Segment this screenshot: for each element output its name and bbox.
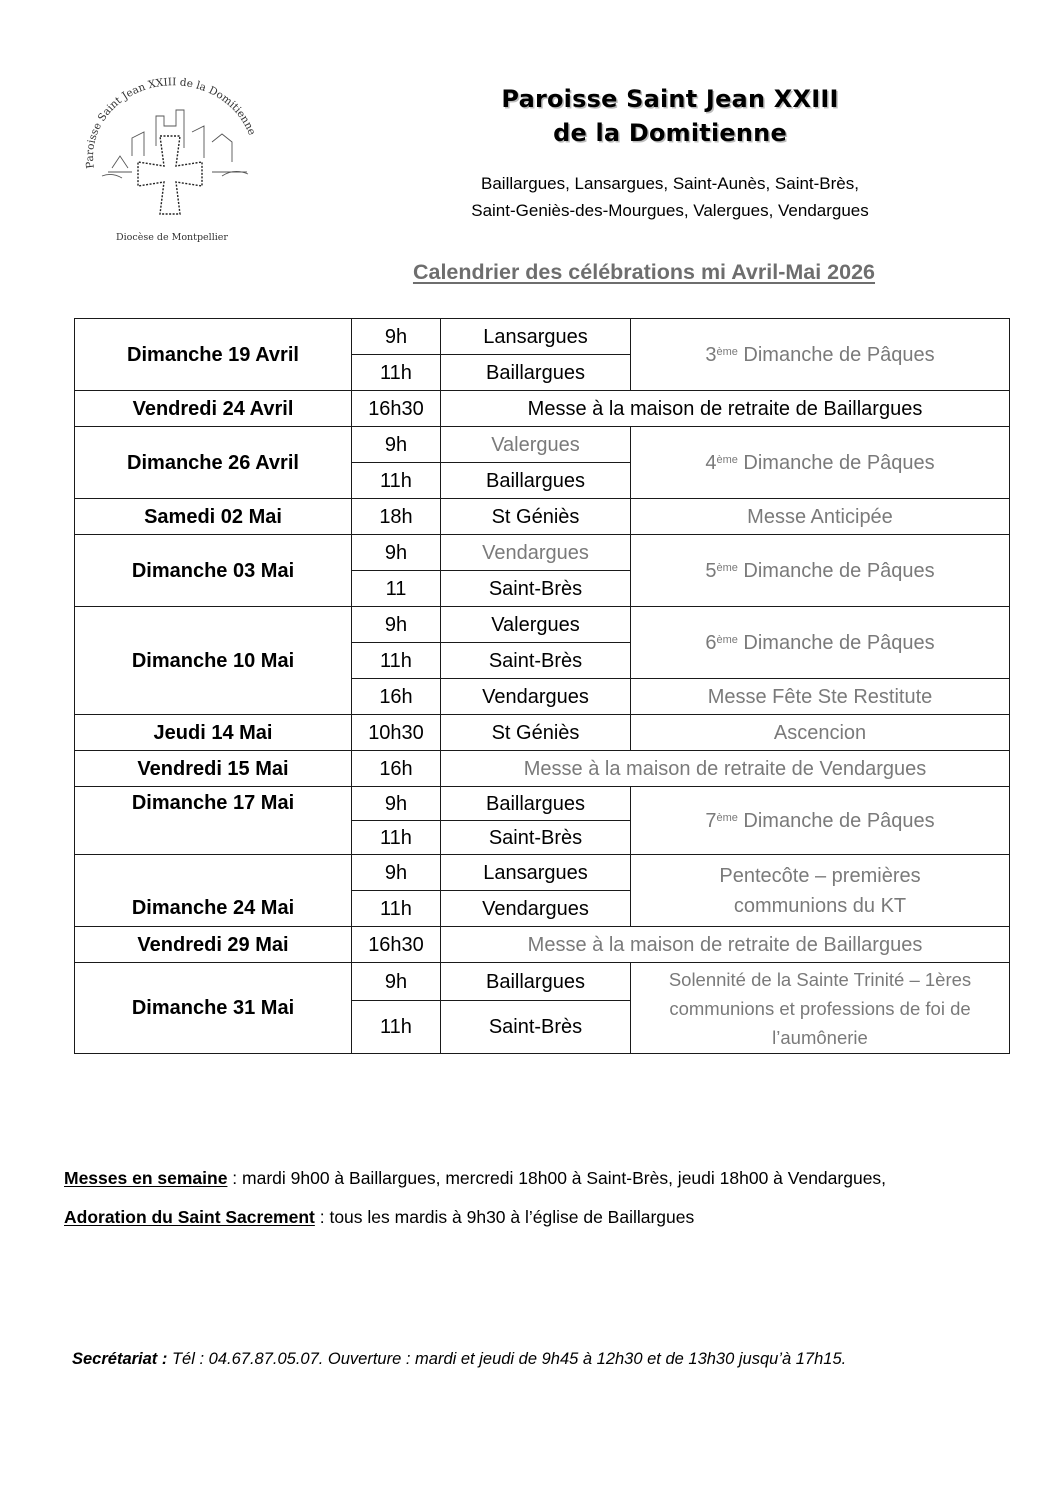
- time-cell: 11h: [352, 891, 441, 927]
- table-row: [75, 751, 1010, 787]
- day-cell: Dimanche 03 Mai: [75, 535, 352, 607]
- time-cell: 16h: [352, 679, 441, 715]
- village-sketch-icon: [102, 110, 248, 178]
- place-cell: Valergues: [441, 427, 631, 463]
- adoration-info: [64, 1205, 694, 1229]
- day-cell: Samedi 02 Mai: [75, 499, 352, 535]
- table-row: [75, 499, 1010, 535]
- place-cell: Saint-Brès: [441, 571, 631, 607]
- place-cell: Lansargues: [441, 319, 631, 355]
- place-cell: Baillargues: [441, 787, 631, 821]
- place-cell: Vendargues: [441, 891, 631, 927]
- table-row: [75, 855, 1010, 891]
- table-row: [75, 607, 1010, 643]
- title-line-1: Paroisse Saint Jean XXIII: [501, 85, 839, 113]
- calendar-title: Calendrier des célébrations mi Avril-Mai 2026: [412, 260, 876, 284]
- logo-arc-text: Paroisse Saint Jean XXIII de la Domitienne: [84, 76, 258, 170]
- occasion-cell: Solennité de la Sainte Trinité – 1ères communions et professions de foi de l’aumônerie: [631, 963, 1010, 1054]
- place-cell: Saint-Brès: [441, 1001, 631, 1054]
- weekday-masses: [64, 1166, 886, 1190]
- occasion-cell: 6ème Dimanche de Pâques: [631, 607, 1010, 679]
- place-cell: Baillargues: [441, 463, 631, 499]
- communes-line-2: Saint-Geniès-des-Mourgues, Valergues, Vendargues: [471, 201, 869, 220]
- place-cell: Baillargues: [441, 963, 631, 1001]
- parish-logo: [72, 76, 272, 251]
- time-cell: 9h: [352, 607, 441, 643]
- time-cell: 9h: [352, 319, 441, 355]
- place-cell: Lansargues: [441, 855, 631, 891]
- occasion-cell: 3ème Dimanche de Pâques: [631, 319, 1010, 391]
- occasion-cell: Messe à la maison de retraite de Vendargues: [441, 751, 1010, 787]
- time-cell: 16h30: [352, 391, 441, 427]
- cross-icon: [138, 136, 202, 214]
- occasion-cell: 5ème Dimanche de Pâques: [631, 535, 1010, 607]
- weekday-masses-label: Messes en semaine: [64, 1168, 228, 1188]
- time-cell: 11h: [352, 1001, 441, 1054]
- time-cell: 11h: [352, 643, 441, 679]
- occasion-cell: Ascencion: [631, 715, 1010, 751]
- day-cell: Vendredi 24 Avril: [75, 391, 352, 427]
- occasion-cell: Messe Anticipée: [631, 499, 1010, 535]
- place-cell: Vendargues: [441, 679, 631, 715]
- time-cell: 9h: [352, 963, 441, 1001]
- place-cell: Baillargues: [441, 355, 631, 391]
- day-cell: Dimanche 31 Mai: [75, 963, 352, 1054]
- table-row: [75, 963, 1010, 1001]
- table-row: [75, 787, 1010, 821]
- time-cell: 11h: [352, 463, 441, 499]
- day-cell: Dimanche 10 Mai: [75, 607, 352, 715]
- table-row: [75, 319, 1010, 355]
- day-cell: Dimanche 19 Avril: [75, 319, 352, 391]
- time-cell: 16h: [352, 751, 441, 787]
- table-row: [75, 927, 1010, 963]
- table-row: [75, 535, 1010, 571]
- occasion-cell: Messe à la maison de retraite de Baillargues: [441, 391, 1010, 427]
- table-row: [75, 715, 1010, 751]
- day-cell: Dimanche 26 Avril: [75, 427, 352, 499]
- time-cell: 9h: [352, 535, 441, 571]
- time-cell: 11: [352, 571, 441, 607]
- communes-list: [400, 170, 940, 224]
- place-cell: Saint-Brès: [441, 821, 631, 855]
- title-line-2: de la Domitienne: [553, 119, 787, 147]
- day-cell: Vendredi 15 Mai: [75, 751, 352, 787]
- time-cell: 9h: [352, 855, 441, 891]
- place-cell: St Géniès: [441, 499, 631, 535]
- occasion-cell: 7ème Dimanche de Pâques: [631, 787, 1010, 855]
- occasion-cell: Messe Fête Ste Restitute: [631, 679, 1010, 715]
- weekday-masses-text: : mardi 9h00 à Baillargues, mercredi 18h00 à Saint-Brès, jeudi 18h00 à Vendargues,: [227, 1168, 887, 1188]
- table-row: [75, 427, 1010, 463]
- time-cell: 11h: [352, 821, 441, 855]
- place-cell: Vendargues: [441, 535, 631, 571]
- communes-line-1: Baillargues, Lansargues, Saint-Aunès, Saint-Brès,: [481, 174, 859, 193]
- secretariat-label: Secrétariat :: [72, 1350, 168, 1368]
- time-cell: 11h: [352, 355, 441, 391]
- day-cell: Vendredi 29 Mai: [75, 927, 352, 963]
- place-cell: St Géniès: [441, 715, 631, 751]
- parish-title: [400, 82, 940, 150]
- occasion-cell: 4ème Dimanche de Pâques: [631, 427, 1010, 499]
- place-cell: Valergues: [441, 607, 631, 643]
- time-cell: 18h: [352, 499, 441, 535]
- occasion-cell: Pentecôte – premières communions du KT: [631, 855, 1010, 927]
- celebrations-table: [74, 318, 1010, 1054]
- day-cell: Dimanche 24 Mai: [75, 855, 352, 927]
- day-cell: Jeudi 14 Mai: [75, 715, 352, 751]
- adoration-text: : tous les mardis à 9h30 à l’église de Baillargues: [314, 1207, 695, 1227]
- table-row: [75, 391, 1010, 427]
- adoration-label: Adoration du Saint Sacrement: [64, 1207, 315, 1227]
- time-cell: 16h30: [352, 927, 441, 963]
- secretariat-info: [72, 1350, 846, 1369]
- time-cell: 10h30: [352, 715, 441, 751]
- time-cell: 9h: [352, 787, 441, 821]
- logo-diocese-text: Diocèse de Montpellier: [116, 232, 228, 243]
- place-cell: Saint-Brès: [441, 643, 631, 679]
- time-cell: 9h: [352, 427, 441, 463]
- occasion-cell: Messe à la maison de retraite de Baillargues: [441, 927, 1010, 963]
- secretariat-text: Tél : 04.67.87.05.07. Ouverture : mardi et jeudi de 9h45 à 12h30 et de 13h30 jusqu’à 17h15.: [167, 1350, 847, 1368]
- day-cell: Dimanche 17 Mai: [75, 787, 352, 855]
